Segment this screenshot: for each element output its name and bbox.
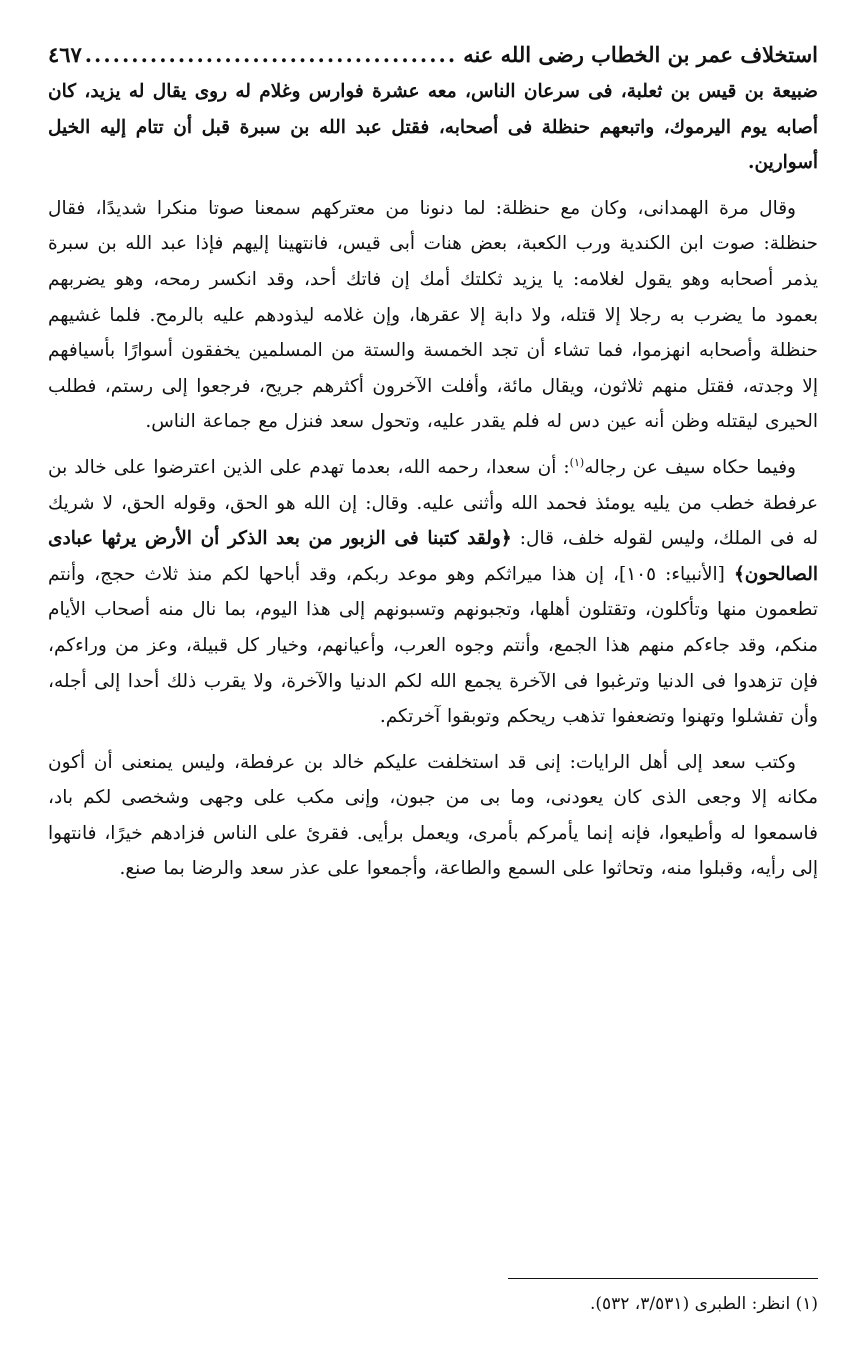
footnote: (١) انظر: الطبرى (٣/٥٣١، ٥٣٢). [589, 1294, 818, 1314]
paragraph-1 [48, 74, 818, 181]
footnote-divider [508, 1278, 818, 1279]
dot-leader [82, 38, 463, 72]
paragraph-text: [الأنبياء: ١٠٥]، إن هذا ميراثكم وهو موعد ربكم، وقد أباحها لكم منذ ثلاث حجج، وأنتم تطعمون منها وتأكلون، وتقتلون أهلها، وتجبونهم وتسبونهم إلى هذا اليوم، بما نال منه أصحاب الأيام منكم، وقد جاءكم منهم هذا الجمع، وأنتم وجوه العرب، وأعيانهم، وخيار كل قبيلة، وعز من وراءكم، فإن تزهدوا فى الدنيا وترغبوا فى الآخرة يجمع الله لكم الدنيا والآخرة، ولا يقرب ذلك أحدا إلى أجله، وأن تفشلوا وتهنوا وتضعفوا تذهب ريحكم وتوبقوا آخرتكم. [48, 563, 818, 728]
paragraph-text: وفيما حكاه سيف عن رجاله [584, 456, 796, 478]
page-number: ٤٦٧ [48, 42, 82, 67]
body-text [48, 74, 818, 887]
running-header [48, 38, 818, 72]
paragraph-text: وكتب سعد إلى أهل الرايات: إنى قد استخلفت عليكم خالد بن عرفطة، وليس يمنعنى أن أكون مكانه إلا وجعى الذى كان يعودنى، وما بى من جبون، وإنى مكب على وجهى وشخصى لكم باد، فاسمعوا له وأطيعوا، فإنه إنما يأمركم بأمرى، ويعمل برأيى. فقرئ على الناس فزادهم خيرًا، فانتهوا إلى رأيه، وقبلوا منه، وتحاثوا على السمع والطاعة، وأجمعوا على عذر سعد والرضا بما صنع. [48, 751, 818, 880]
paragraph-2 [48, 191, 818, 440]
quran-verse: ﴿ولقد كتبنا فى الزبور من بعد الذكر أن الأرض يرثها عبادى الصالحون﴾ [48, 528, 818, 585]
paragraph-text: ضبيعة بن قيس بن ثعلبة، فى سرعان الناس، معه عشرة فوارس وغلام له روى يقال له يزيد، كان أصابه يوم اليرموك، واتبعهم حنظلة فى أصحابه، فقتل عبد الله بن سبرة قبل أن تتام إليه الخيل أسوارين. [48, 81, 818, 174]
footnote-reference[interactable]: (١) [569, 455, 585, 469]
paragraph-text: : أن سعدا، رحمه الله، بعدما تهدم على الذين اعترضوا على خالد بن عرفطة خطب من يليه يومئذ فحمد الله وأثنى عليه. وقال: إن الله هو الحق، وقوله الحق، لا شريك له فى الملك، وليس لقوله خلف، قال: [48, 456, 818, 550]
paragraph-3 [48, 450, 818, 735]
paragraph-4 [48, 745, 818, 887]
paragraph-text: وقال مرة الهمدانى، وكان مع حنظلة: لما دنونا من معتركهم سمعنا صوتا منكرا شديدًا، فقال حنظلة: صوت ابن الكندية ورب الكعبة، بعض هنات أبى قيس، فانتهينا إليهم فإذا عبد الله بن سبرة يذمر أصحابه وهو يقول لغلامه: يا يزيد ثكلتك أمك إن فاتك أحد، وقد انكسر رمحه، وهو يضربهم بعمود ما يضرب به رجلا إلا قتله، ولا دابة إلا عقرها، وإن غلامه ليذودهم عليه بالرمح. فلما غشيهم حنظلة وأصحابه انهزموا، فما تشاء أن تجد الخمسة والستة من المسلمين يخفقون أسوارًا بأسيافهم إلا وجدته، فقتل منهم ثلاثون، ويقال مائة، وأفلت الآخرون أكثرهم جريح، فرجعوا إلى رستم، فطلب الحيرى ليقتله وظن أنه عين دس له فلم يقدر عليه، وتحول سعد فنزل مع جماعة الناس. [48, 197, 818, 433]
book-page [48, 38, 818, 1338]
chapter-title: استخلاف عمر بن الخطاب رضى الله عنه [463, 42, 818, 67]
